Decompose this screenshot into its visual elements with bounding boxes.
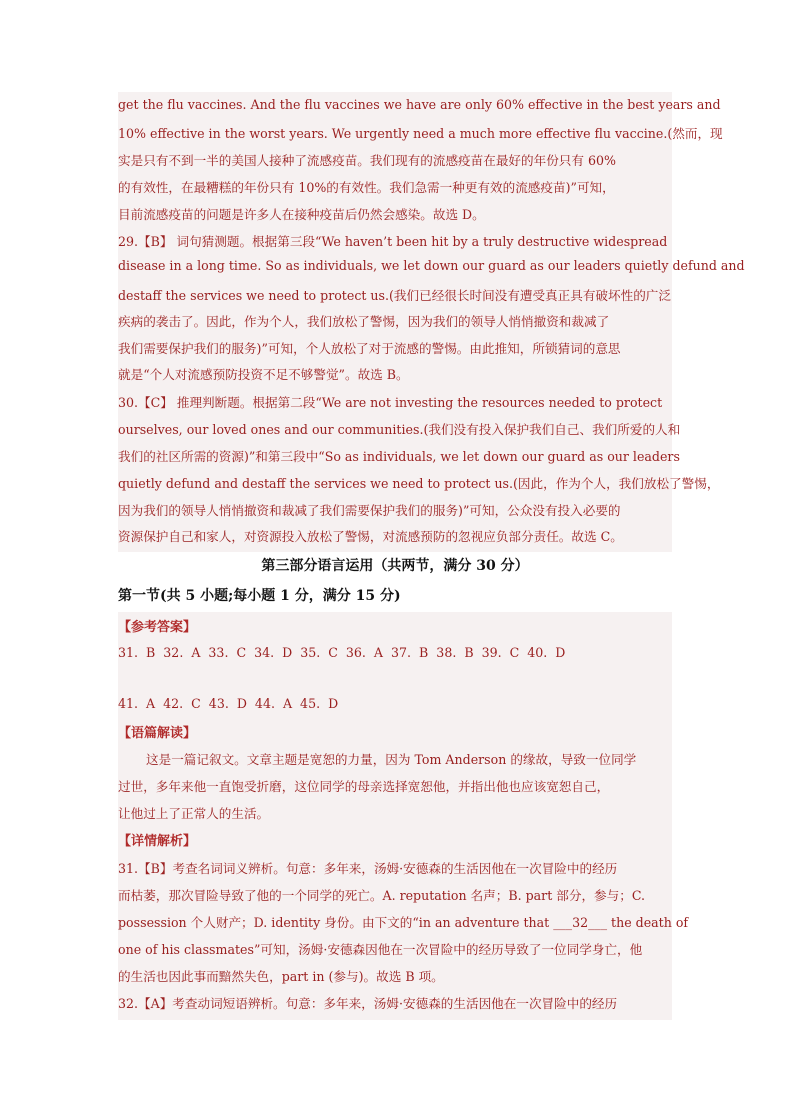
explanation-block-top: [118, 92, 745, 552]
text-line: 实是只有不到一半的美国人接种了流感疫苗。我们现有的流感疫苗在最好的年份只有 60%: [118, 153, 616, 168]
text-line: 29.【B】 词句猜测题。根据第三段“We haven’t been hit by a truly destructive widespread: [118, 234, 668, 249]
answers-row-1: 31. B 32. A 33. C 34. D 35. C 36. A 37. B 38. B 39. C 40. D: [118, 645, 566, 660]
text-line: destaff the services we need to protect us.(我们已经很长时间没有遭受真正具有破坏性的广泛: [118, 288, 671, 303]
reading-line: 这是一篇记叙文。文章主题是宽恕的力量，因为 Tom Anderson 的缘故，导致一位同学: [146, 752, 637, 767]
text-line: 资源保护自己和家人，对资源投入放松了警惕，对流感预防的忽视应负部分责任。故选 C。: [118, 529, 623, 544]
detail-line: 而枯萎，那次冒险导致了他的一个同学的死亡。A. reputation 名声；B. part 部分，参与；C.: [118, 888, 646, 903]
detail-line: one of his classmates”可知，汤姆·安德森因他在一次冒险中的经历导致了一位同学身亡，他: [118, 942, 643, 957]
reading-line: 让他过上了正常人的生活。: [118, 806, 270, 821]
answer-label: 【参考答案】: [118, 620, 197, 635]
detail-line: 31.【B】考查名词词义辨析。句意：多年来，汤姆·安德森的生活因他在一次冒险中的经历: [118, 861, 618, 876]
text-line: ourselves, our loved ones and our communities.(我们没有投入保护我们自己、我们所爱的人和: [118, 422, 681, 437]
text-line: 我们需要保护我们的服务)”可知，个人放松了对于流感的警惕。由此推知，所锁猜词的意思: [118, 341, 621, 356]
text-line: 我们的社区所需的资源)”和第三段中“So as individuals, we let down our guard as our leaders: [118, 449, 680, 464]
answers-row-2: 41. A 42. C 43. D 44. A 45. D: [118, 696, 339, 711]
reading-label: 【语篇解读】: [118, 726, 197, 741]
text-line: get the flu vaccines. And the flu vaccines we have are only 60% effective in the best years and: [118, 97, 721, 112]
text-line: disease in a long time. So as individuals, we let down our guard as our leaders quietly defund and: [118, 258, 745, 273]
text-line: 30.【C】 推理判断题。根据第二段“We are not investing the resources needed to protect: [118, 395, 663, 410]
detail-line: 32.【A】考查动词短语辨析。句意：多年来，汤姆·安德森的生活因他在一次冒险中的经历: [118, 996, 618, 1011]
text-line: 目前流感疫苗的问题是许多人在接种疫苗后仍然会感染。故选 D。: [118, 207, 485, 222]
detail-line: possession 个人财产；D. identity 身份。由下文的“in an adventure that ___32___ the death of: [118, 915, 689, 930]
detail-line: 的生活也因此事而黯然失色，part in (参与)。故选 B 项。: [118, 969, 444, 984]
subsection-title: 第一节(共 5 小题;每小题 1 分，满分 15 分): [118, 588, 401, 604]
text-line: 因为我们的领导人悄悄撤资和裁减了我们需要保护我们的服务)”可知，公众没有投入必要的: [118, 503, 621, 518]
text-line: 就是“个人对流感预防投资不足不够警觉”。故选 B。: [118, 367, 409, 382]
text-line: 的有效性，在最糟糕的年份只有 10%的有效性。我们急需一种更有效的流感疫苗)”可知，: [118, 180, 615, 195]
text-line: 疾病的袭击了。因此，作为个人，我们放松了警惕，因为我们的领导人悄悄撤资和裁减了: [118, 314, 610, 329]
text-line: 10% effective in the worst years. We urgently need a much more effective flu vaccine.(然而，现: [118, 126, 723, 141]
answer-block: [118, 612, 689, 1020]
section-title: 第三部分语言运用（共两节，满分 30 分）: [261, 558, 529, 574]
text-line: quietly defund and destaff the services we need to protect us.(因此，作为个人，我们放松了警惕，: [118, 476, 720, 491]
reading-line: 过世，多年来他一直饱受折磨，这位同学的母亲选择宽恕他，并指出他也应该宽恕自己，: [118, 779, 610, 794]
detail-label: 【详情解析】: [118, 834, 197, 849]
